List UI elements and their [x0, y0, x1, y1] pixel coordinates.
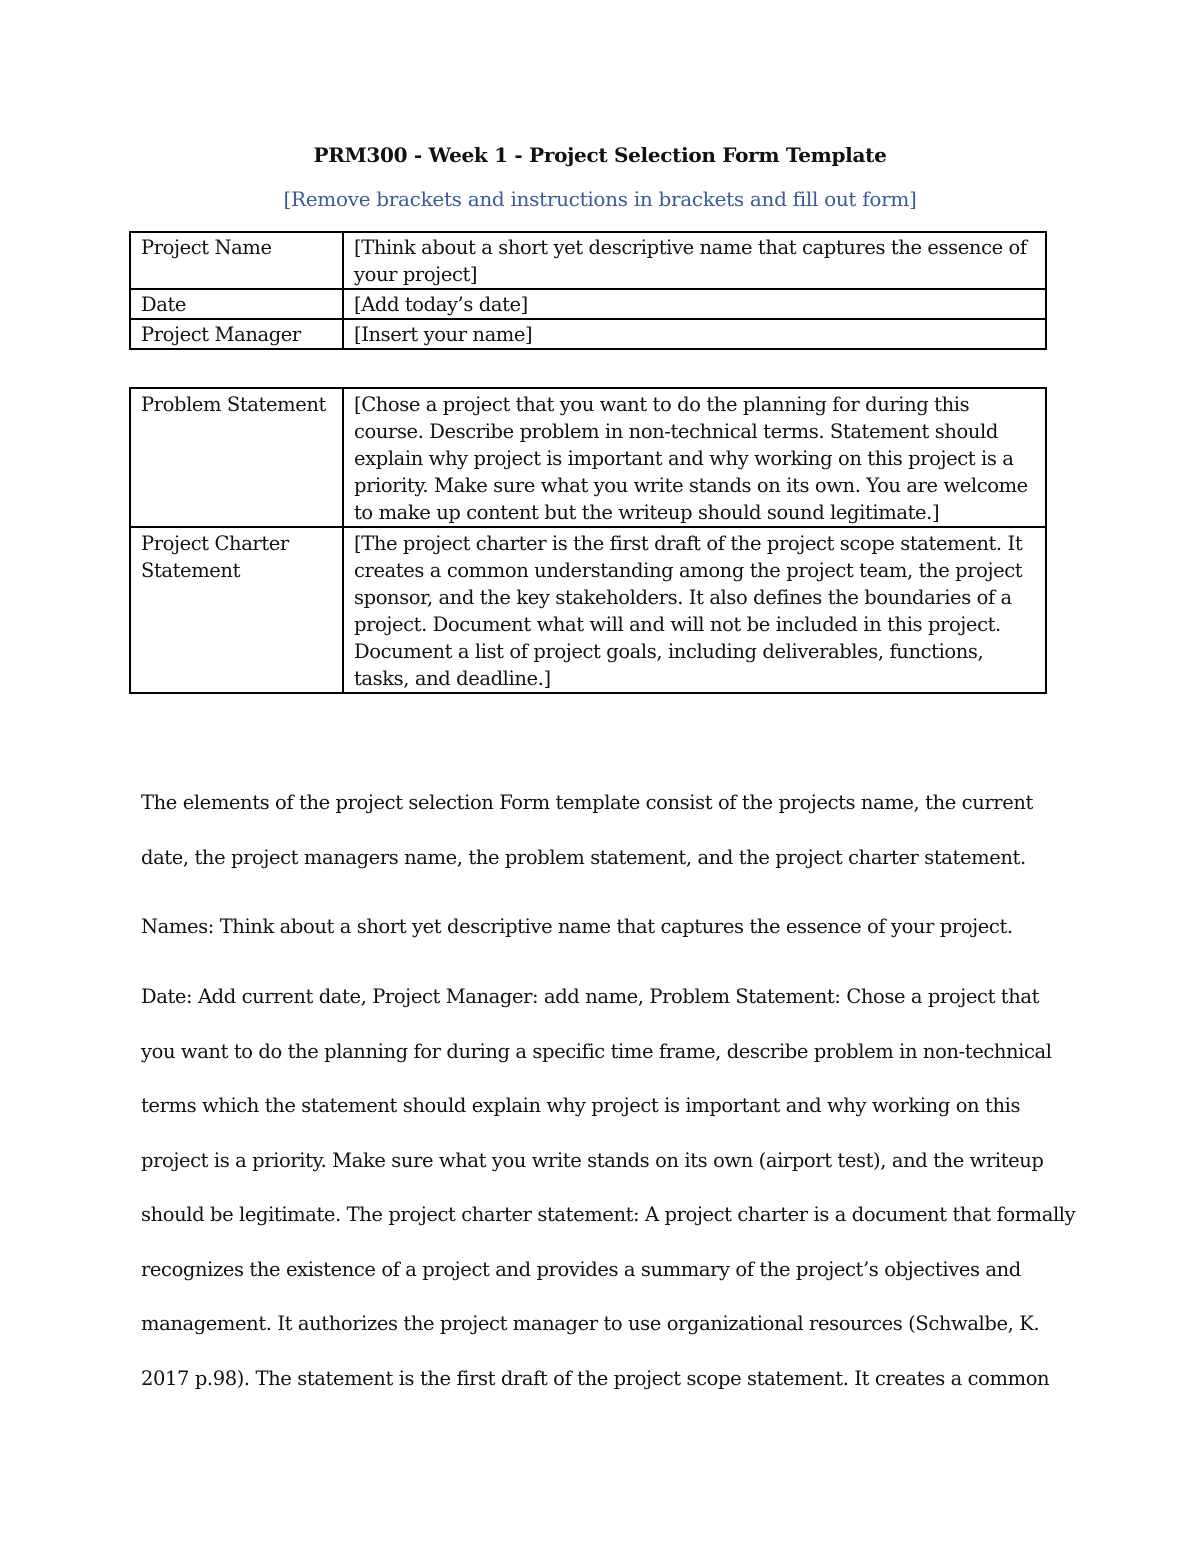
document-instructions: [Remove brackets and instructions in brackets and fill out form] [283, 187, 917, 211]
body-paragraph-names: Names: Think about a short yet descriptive name that captures the essence of your project. [141, 915, 1013, 938]
document-title: PRM300 - Week 1 - Project Selection Form Template [313, 143, 887, 167]
date-value: [Add today’s date] [343, 289, 1046, 319]
table-row [130, 232, 1046, 289]
project-statements-table [129, 387, 1047, 694]
problem-statement-value: [Chose a project that you want to do the planning for during this course. Describe problem in non-technical terms. Statement should explain why project is important and why working on this project is a priority. Make sure what you write stands on its own. You are welcome to make up content but the writeup should sound legitimate.] [343, 388, 1046, 527]
project-name-value: [Think about a short yet descriptive name that captures the essence of your project] [343, 232, 1046, 289]
project-charter-label: Project Charter Statement [130, 527, 343, 693]
table-row [130, 319, 1046, 349]
table-row [130, 289, 1046, 319]
project-charter-value: [The project charter is the first draft of the project scope statement. It creates a common understanding among the project team, the project sponsor, and the key stakeholders. It also defines the boundaries of a project. Document what will and will not be included in this project. Document a list of project goals, including deliverables, functions, tasks, and deadline.] [343, 527, 1046, 693]
table-row [130, 527, 1046, 693]
date-label: Date [130, 289, 343, 319]
project-manager-value: [Insert your name] [343, 319, 1046, 349]
body-paragraph-elements: The elements of the project selection Form template consist of the projects name, the current date, the project managers name, the problem statement, and the project charter statement. [141, 791, 1033, 869]
project-manager-label: Project Manager [130, 319, 343, 349]
project-info-table [129, 231, 1047, 350]
project-name-label: Project Name [130, 232, 343, 289]
body-paragraph-details: Date: Add current date, Project Manager: add name, Problem Statement: Chose a project that you want to do the planning for during a specific time frame, describe problem in non-technical terms which the statement should explain why project is important and why working on this project is a priority. Make sure what you write stands on its own (airport test), and the writeup should be legitimate. The project charter statement: A project charter is a document that formally recognizes the existence of a project and provides a summary of the project’s objectives and management. It authorizes the project manager to use organizational resources (Schwalbe, K. 2017 p.98). The statement is the first draft of the project scope statement. It creates a common [141, 985, 1076, 1390]
table-row [130, 388, 1046, 527]
problem-statement-label: Problem Statement [130, 388, 343, 527]
